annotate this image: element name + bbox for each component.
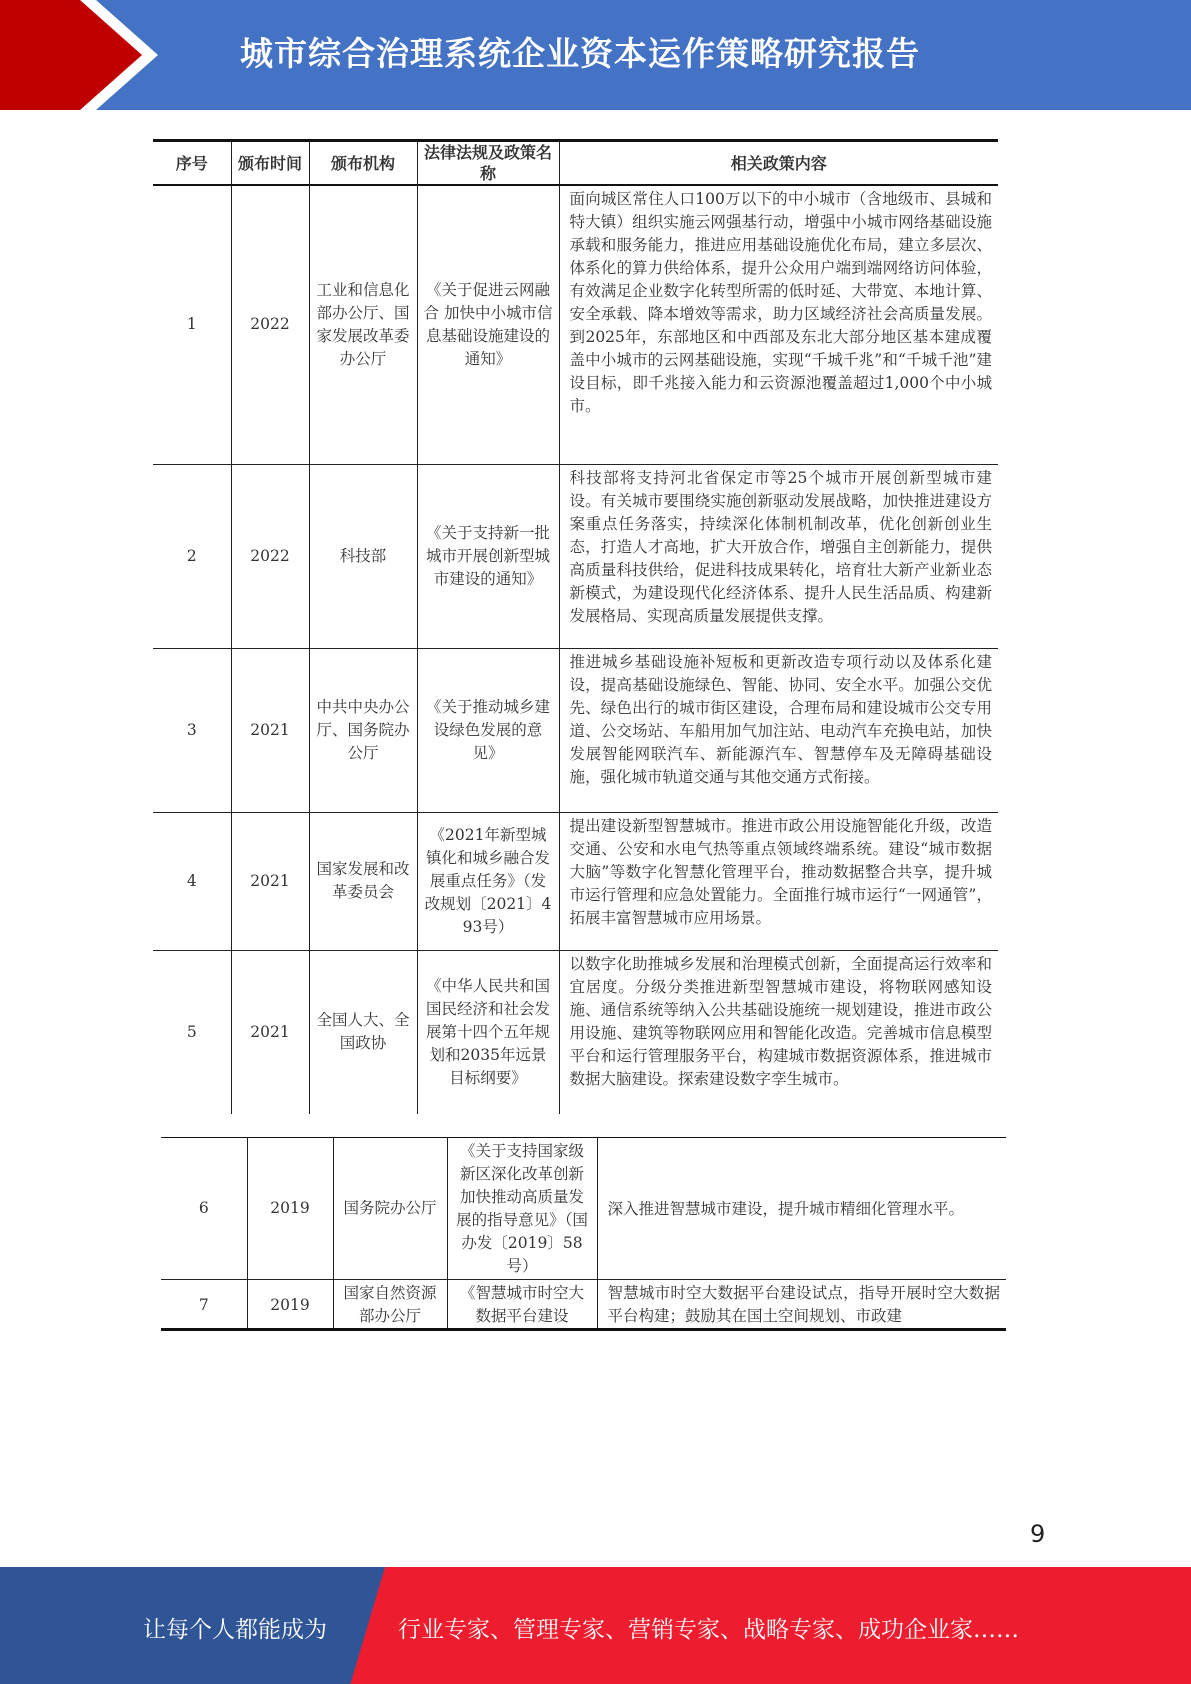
table-row [153, 464, 998, 648]
row-title: 《智慧城市时空大数据平台建设 [447, 1280, 597, 1330]
row-year: 2021 [231, 950, 309, 1114]
table-row [153, 648, 998, 812]
row-title: 《关于促进云网融合 加快中小城市信息基础设施建设的通知》 [417, 185, 559, 464]
row-content: 提出建设新型智慧城市。推进市政公用设施智能化升级，改造交通、公安和水电气热等重点领域终端系统。建设“城市数据大脑”等数字化智慧化管理平台，推动数据整合共享，提升城市运行管理和应急处置能力。全面推行城市运行“一网通管”，拓展丰富智慧城市应用场景。 [559, 812, 998, 950]
row-title: 《关于支持新一批城市开展创新型城市建设的通知》 [417, 464, 559, 648]
row-title: 《关于推动城乡建设绿色发展的意见》 [417, 648, 559, 812]
row-no: 6 [161, 1138, 247, 1280]
row-agency: 工业和信息化部办公厅、国家发展改革委办公厅 [309, 185, 417, 464]
row-content: 科技部将支持河北省保定市等25个城市开展创新型城市建设。有关城市要围绕实施创新驱动发展战略，加快推进建设方案重点任务落实，持续深化体制机制改革，优化创新创业生态，打造人才高地，扩大开放合作，增强自主创新能力，提供高质量科技供给，促进科技成果转化，培育壮大新产业新业态新模式，为建设现代化经济体系、提升人民生活品质、构建新发展格局、实现高质量发展提供支撑。 [559, 464, 998, 648]
row-agency: 全国人大、全国政协 [309, 950, 417, 1114]
row-year: 2021 [231, 648, 309, 812]
row-agency: 科技部 [309, 464, 417, 648]
table-row [161, 1280, 1006, 1330]
page-footer [0, 1567, 1191, 1684]
row-no: 5 [153, 950, 231, 1114]
row-content: 面向城区常住人口100万以下的中小城市（含地级市、县城和特大镇）组织实施云网强基行动，增强中小城市网络基础设施承载和服务能力，推进应用基础设施优化布局，建立多层次、体系化的算力供给体系，提升公众用户端到端网络访问体验，有效满足企业数字化转型所需的低时延、大带宽、本地计算、安全承载、降本增效等需求，助力区域经济社会高质量发展。到2025年，东部地区和中西部及东北大部分地区基本建成覆盖中小城市的云网基础设施，实现“千城千兆”和“千城千池”建设目标，即千兆接入能力和云资源池覆盖超过1,000个中小城市。 [559, 185, 998, 464]
row-no: 4 [153, 812, 231, 950]
column-header-content: 相关政策内容 [559, 141, 998, 186]
row-no: 2 [153, 464, 231, 648]
table-row [153, 812, 998, 950]
row-title: 《中华人民共和国国民经济和社会发展第十四个五年规划和2035年远景目标纲要》 [417, 950, 559, 1114]
row-year: 2022 [231, 185, 309, 464]
table-row [153, 185, 998, 464]
row-no: 1 [153, 185, 231, 464]
row-agency: 国家自然资源部办公厅 [333, 1280, 447, 1330]
table-row [153, 950, 998, 1114]
row-agency: 国务院办公厅 [333, 1138, 447, 1280]
policy-table-continued [161, 1137, 1006, 1331]
row-agency: 中共中央办公厅、国务院办公厅 [309, 648, 417, 812]
column-header-agency: 颁布机构 [309, 141, 417, 186]
page-number: 9 [1030, 1520, 1046, 1548]
row-year: 2019 [247, 1280, 333, 1330]
row-year: 2021 [231, 812, 309, 950]
row-year: 2019 [247, 1138, 333, 1280]
column-header-title: 法律法规及政策名称 [417, 141, 559, 186]
row-content: 推进城乡基础设施补短板和更新改造专项行动以及体系化建设，提高基础设施绿色、智能、协同、安全水平。加强公交优先、绿色出行的城市街区建设，合理布局和建设城市公交专用道、公交场站、车船用加气加注站、电动汽车充换电站，加快发展智能网联汽车、新能源汽车、智慧停车及无障碍基础设施，强化城市轨道交通与其他交通方式衔接。 [559, 648, 998, 812]
row-year: 2022 [231, 464, 309, 648]
table-row [161, 1138, 1006, 1280]
row-agency: 国家发展和改革委员会 [309, 812, 417, 950]
column-header-no: 序号 [153, 141, 231, 186]
row-content: 深入推进智慧城市建设，提升城市精细化管理水平。 [597, 1138, 1006, 1280]
row-title: 《2021年新型城镇化和城乡融合发展重点任务》（发改规划〔2021〕493号） [417, 812, 559, 950]
row-title: 《关于支持国家级新区深化改革创新加快推动高质量发展的指导意见》（国办发〔2019〕58号） [447, 1138, 597, 1280]
header-red-chevron [0, 0, 150, 110]
footer-slogan-left: 让每个人都能成为 [143, 1617, 327, 1643]
report-title: 城市综合治理系统企业资本运作策略研究报告 [240, 34, 920, 73]
row-content: 智慧城市时空大数据平台建设试点，指导开展时空大数据平台构建；鼓励其在国土空间规划、市政建 [597, 1280, 1006, 1330]
page-header [0, 0, 1191, 110]
row-content: 以数字化助推城乡发展和治理模式创新，全面提高运行效率和宜居度。分级分类推进新型智慧城市建设，将物联网感知设施、通信系统等纳入公共基础设施统一规划建设，推进市政公用设施、建筑等物联网应用和智能化改造。完善城市信息模型平台和运行管理服务平台，构建城市数据资源体系，推进城市数据大脑建设。探索建设数字孪生城市。 [559, 950, 998, 1114]
row-no: 3 [153, 648, 231, 812]
policy-table [153, 139, 998, 1114]
row-no: 7 [161, 1280, 247, 1330]
column-header-year: 颁布时间 [231, 141, 309, 186]
footer-slogan-right: 行业专家、管理专家、营销专家、战略专家、成功企业家…… [398, 1617, 1019, 1643]
table-header-row [153, 141, 998, 186]
